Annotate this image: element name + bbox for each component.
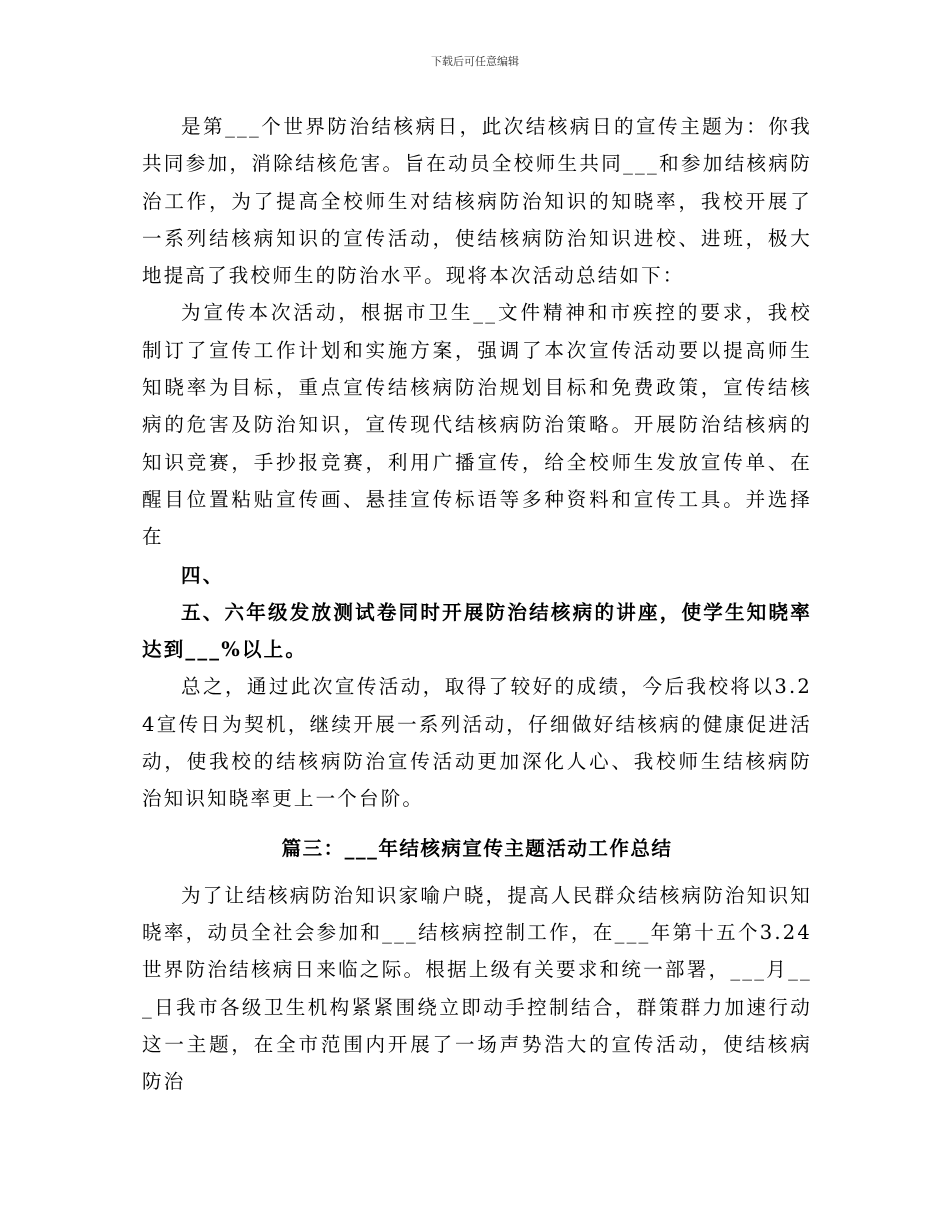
- activity-paragraph: 为宣传本次活动，根据市卫生__文件精神和市疾控的要求，我校制订了宣传工作计划和实施方案，强调了本次宣传活动要以提高师生知晓率为目标，重点宣传结核病防治规划目标和免费政策，宣传结核病的危害及防治知识，宣传现代结核病防治策略。开展防治结核病的知识竞赛，手抄报竞赛，利用广播宣传，给全校师生发放宣传单、在醒目位置粘贴宣传画、悬挂宣传标语等多种资料和宣传工具。并选择在: [142, 301, 812, 549]
- item-five: 五、六年级发放测试卷同时开展防治结核病的讲座，使学生知晓率达到___%以上。: [142, 600, 812, 662]
- page-header: 下载后可任意编辑: [431, 55, 519, 68]
- section-paragraph: 为了让结核病防治知识家喻户晓，提高人民群众结核病防治知识知晓率，动员全社会参加和___结核病控制工作，在___年第十五个3.24世界防治结核病日来临之际。根据上级有关要求和统一部署，___月___日我市各级卫生机构紧紧围绕立即动手控制结合，群策群力加速行动这一主题，在全市范围内开展了一场声势浩大的宣传活动，使结核病防治: [142, 883, 812, 1094]
- item-four: 四、: [181, 563, 225, 587]
- summary-paragraph: 总之，通过此次宣传活动，取得了较好的成绩，今后我校将以3.24宣传日为契机，继续开展一系列活动，仔细做好结核病的健康促进活动，使我校的结核病防治宣传活动更加深化人心、我校师生结核病防治知识知晓率更上一个台阶。: [142, 675, 812, 811]
- section-title: 篇三：___年结核病宣传主题活动工作总结: [281, 836, 673, 860]
- document-body: [142, 108, 812, 1100]
- intro-paragraph: 是第___个世界防治结核病日，此次结核病日的宣传主题为：你我共同参加，消除结核危害。旨在动员全校师生共同___和参加结核病防治工作，为了提高全校师生对结核病防治知识的知晓率，我校开展了一系列结核病知识的宣传活动，使结核病防治知识进校、进班，极大地提高了我校师生的防治水平。现将本次活动总结如下：: [142, 115, 812, 288]
